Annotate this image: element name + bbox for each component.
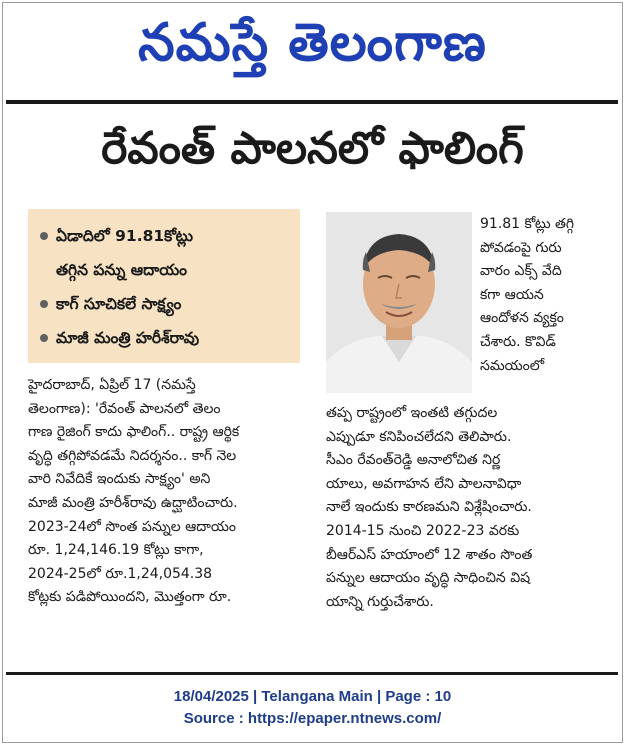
body-line: కగా ఆయన [480,286,544,303]
body-line: వారి నివేదికే ఇందుకు సాక్ష్యం' అని [28,471,211,488]
highlight-item [40,287,292,321]
body-line: యాన్ని గుర్తుచేశారు. [326,593,434,610]
footer-date-page: 18/04/2025 | Telangana Main | Page : 10 [173,688,452,705]
body-line: 2023-24లో సొంత పన్నుల ఆదాయం [28,518,236,535]
newspaper-masthead [0,8,625,78]
body-line: మాజీ మంత్రి హరీశ్‌రావు ఉద్ఘాటించారు. [28,494,238,511]
body-line: యాలు, అవగాహన లేని పాలనావిధా [326,475,522,492]
highlight-text: మాజీ మంత్రి హరీశ్‌రావు [56,329,200,347]
highlight-item [40,219,292,253]
body-line: సీఎం రేవంత్‌రెడ్డి అనాలోచిత నిర్ణ [326,452,501,469]
body-line: తెలంగాణ): 'రేవంత్ పాలనలో తెలం [28,400,221,417]
bullet-icon [40,334,48,342]
body-line: కోట్లకు పడిపోయిందని, మొత్తంగా రూ. [28,589,232,606]
body-line: వారం ఎక్స్ వేది [480,263,562,280]
body-line: ఆందోళన వ్యక్తం [480,310,564,327]
footer-divider [6,672,618,675]
body-line: సమయంలో [480,357,545,374]
portrait-illustration [326,212,472,393]
highlight-item [40,321,292,355]
body-line: ఎప్పుడూ కనిపించలేదని తెలిపారు. [326,428,512,445]
bullet-icon [40,232,48,240]
body-line: బీఆర్‌ఎస్ హయాంలో 12 శాతం సొంత [326,546,533,563]
highlight-item-continuation [40,253,292,287]
body-line: హైదరాబాద్, ఏప్రిల్ 17 (నమస్తే [28,377,196,393]
right-column [326,402,612,614]
body-line: తప్ప రాష్ట్రంలో ఇంతటి తగ్గుదల [326,405,498,421]
right-top-column [480,213,610,378]
bullet-icon [40,300,48,308]
footer-source: Source : https://epaper.ntnews.com/ [183,710,442,727]
body-line: పన్నుల ఆదాయం వృద్ధి సాధించిన విష [326,570,531,587]
body-line: గాణ రైజింగ్ కాదు ఫాలింగ్.. రాష్ట్ర ఆర్థిక [28,424,240,441]
body-line: నాలే ఇందుకు కారణమని విశ్లేషించారు. [326,499,532,516]
body-line: పోవడంపై గురు [480,239,562,256]
body-line: 2024-25లో రూ.1,24,054.38 [28,565,213,582]
body-line: వృద్ధి తగ్గిపోవడమే నిదర్శనం.. కాగ్ నెల [28,447,237,464]
body-line: 2014-15 నుంచి 2022-23 వరకు [326,522,520,539]
body-line: రూ. 1,24,146.19 కోట్లు కాగా, [28,542,204,559]
article-headline: రేవంత్ పాలనలో ఫాలింగ్ [101,123,524,174]
body-line: చేశారు. కొవిడ్ [480,333,556,350]
body-line: 91.81 కోట్లు తగ్గి [480,216,575,232]
highlight-text: ఏడాదిలో 91.81కోట్లు [56,227,193,245]
highlight-text: కాగ్ సూచికలే సాక్ష్యం [56,295,182,313]
header-divider [6,100,618,104]
portrait-photo [326,212,472,393]
highlights-box [28,209,300,363]
left-column [28,374,310,610]
masthead-title: నమస్తే తెలంగాణ [138,13,487,73]
highlight-text: తగ్గిన పన్ను ఆదాయం [56,261,187,279]
